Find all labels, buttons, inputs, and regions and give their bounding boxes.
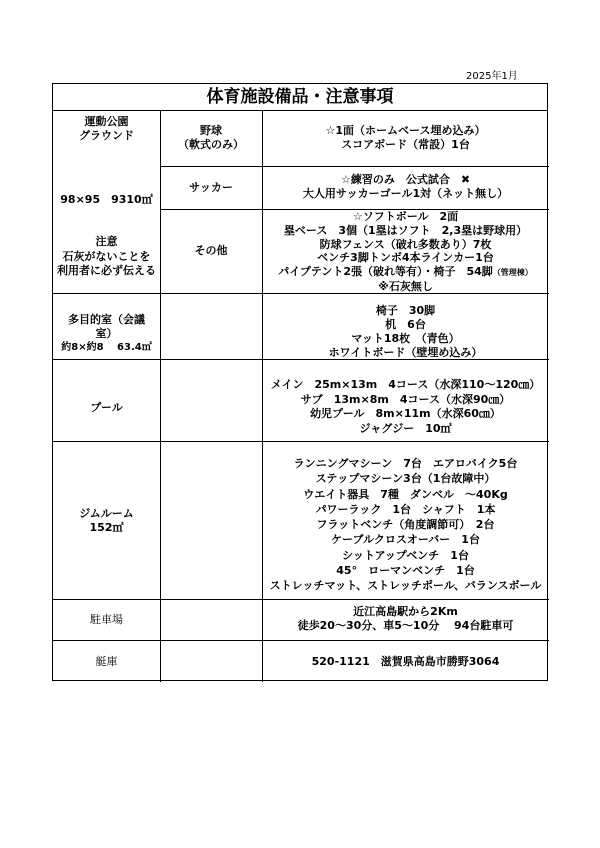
- park-size: 98×95 9310㎡: [60, 193, 153, 206]
- sub-row-divider: [160, 166, 549, 167]
- pool-label: プール: [90, 401, 123, 414]
- row-divider: [53, 640, 549, 641]
- park-name: 運動公園 グラウンド: [79, 115, 134, 142]
- parking-details: 近江高島駅から2Km 徒歩20～30分、車5～10分 94台駐車可: [297, 605, 514, 632]
- baseball-details: ☆1面（ホームベース埋め込み） スコアボード（常設）1台: [325, 124, 486, 151]
- boathouse-address: 520-1121 滋賀県高島市勝野3064: [311, 655, 500, 668]
- boathouse-label: 艇庫: [95, 655, 118, 668]
- other-label: その他: [194, 244, 228, 257]
- multi-room-label: 多目的室（会議 室）: [68, 313, 145, 340]
- gym-label: ジムルーム 152㎡: [79, 507, 134, 534]
- row-divider: [53, 599, 549, 600]
- multi-room-details: 椅子 30脚 机 6台 マット18枚 （青色） ホワイトボード（壁埋め込み）: [328, 304, 483, 359]
- gym-details: ランニングマシーン 7台 エアロバイク5台 ステップマシーン3台（1台故障中） ウエイト器具 7種 ダンベル ～40Kg パワーラック 1台 シャフト 1本 フラットベンチ（角度調節可） 2台 ケーブルクロスオーバー 1台 シットアップベンチ 1台 45° ローマンベンチ 1台 ストレッチマット、ストレッチポール、バランスボール: [269, 457, 542, 593]
- parking-label: 駐車場: [90, 613, 123, 626]
- park-notice: 注意 石灰がないことを 利用者に必ず伝える: [57, 235, 156, 277]
- page-title: 体育施設備品・注意事項: [53, 84, 547, 111]
- row-divider: [53, 441, 549, 442]
- pool-details: メイン 25m×13m 4コース（水深110～120㎝） サブ 13m×8m 4コース（水深90㎝） 幼児プール 8m×11m（水深60㎝） ジャグジー 10㎡: [270, 378, 541, 435]
- multi-room-size: 約8×約8 63.4㎡: [61, 342, 152, 353]
- other-details: ☆ソフトボール 2面 塁ベース 3個（1塁はソフト 2,3塁は野球用） 防球フェンス（破れ多数あり）7枚 ベンチ3脚トンボ4本ラインカー1台 パイプテント2張（破れ等有）・椅子 54脚（管理棟） ※石灰無し: [278, 210, 533, 293]
- soccer-details: ☆練習のみ 公式試合 ✖ 大人用サッカーゴール1対（ネット無し）: [302, 173, 509, 200]
- baseball-label: 野球 （軟式のみ）: [178, 124, 244, 151]
- column-divider-1: [160, 111, 161, 682]
- facility-table: [52, 83, 548, 681]
- soccer-label: サッカー: [189, 181, 233, 194]
- date-label: 2025年1月: [466, 71, 518, 82]
